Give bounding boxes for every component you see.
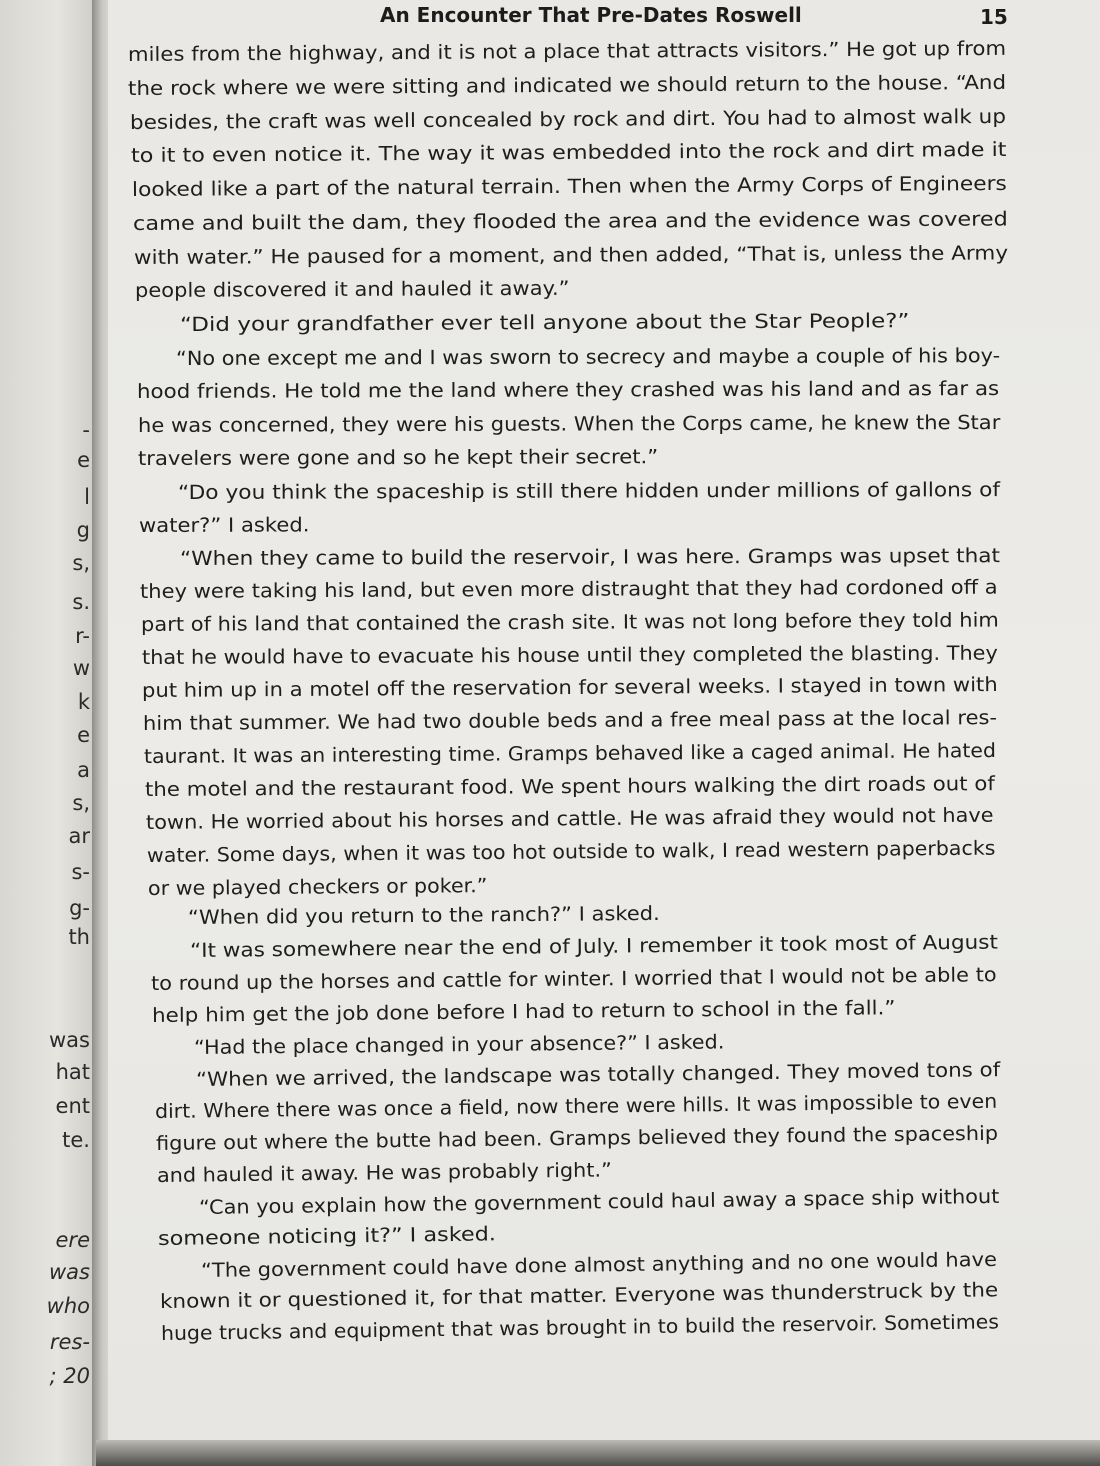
facing-page-text-fragment: was [49, 1028, 90, 1052]
facing-page-text-fragment: te. [62, 1128, 90, 1152]
page-number: 15 [980, 5, 1008, 29]
text-line: and hauled it away. He was probably right.” [156, 1158, 612, 1187]
text-line: “Had the place changed in your absence?” I asked. [193, 1030, 725, 1059]
text-line: dirt. Where there was once a field, now there were hills. It was impossible to even [154, 1089, 998, 1123]
text-line: travelers were gone and so he kept their secret.” [137, 445, 659, 470]
facing-page-text-fragment: ere [55, 1228, 90, 1252]
text-line: huge trucks and equipment that was brought in to build the reservoir. Sometimes [160, 1310, 1000, 1345]
page-bottom-edge [96, 1440, 1100, 1466]
facing-page-text-fragment: ar [68, 824, 90, 848]
text-line: “The government could have done almost anything and no one would have [200, 1247, 998, 1282]
facing-page-text-fragment: l [84, 485, 90, 509]
text-line: looked like a part of the natural terrain. Then when the Army Corps of Engineers [131, 171, 1007, 201]
text-line: besides, the craft was well concealed by rock and dirt. You had to almost walk up [129, 104, 1007, 134]
facing-page-text-fragment: g- [69, 896, 90, 920]
text-line: the rock where we were sitting and indicated we should return to the house. “And [127, 70, 1007, 100]
text-line: part of his land that contained the crash site. It was not long before they told him [140, 608, 999, 636]
running-head: An Encounter That Pre-Dates Roswell [380, 3, 802, 27]
facing-page-text-fragment: a [77, 758, 90, 782]
facing-page-text-fragment: res- [49, 1330, 90, 1354]
facing-page-text-fragment: ent [55, 1094, 90, 1118]
text-line: he was concerned, they were his guests. When the Corps came, he knew the Star [137, 410, 1001, 437]
facing-page-text-fragment: was [49, 1260, 90, 1284]
facing-page-text-fragment: - [82, 418, 90, 442]
text-line: figure out where the butte had been. Gramps believed they found the spaceship [155, 1121, 999, 1155]
text-line: “When did you return to the ranch?” I asked. [187, 901, 660, 929]
text-line: to round up the horses and cattle for winter. I worried that I would not be able to [150, 963, 997, 995]
facing-page [0, 0, 96, 1466]
text-line: people discovered it and hauled it away.” [134, 276, 570, 302]
facing-page-text-fragment: s. [72, 590, 90, 614]
facing-page-text-fragment: w [72, 656, 90, 680]
text-line: “When we arrived, the landscape was totally changed. They moved tons of [195, 1058, 1001, 1091]
facing-page-text-fragment: s- [71, 860, 90, 884]
text-line: water. Some days, when it was too hot outside to walk, I read western paperbacks [146, 836, 996, 867]
text-line: hood friends. He told me the land where they crashed was his land and as far as [136, 376, 1000, 403]
text-line: came and built the dam, they flooded the area and the evidence was covered [132, 207, 1008, 235]
facing-page-text-fragment: th [68, 925, 90, 949]
text-line: miles from the highway, and it is not a place that attracts visitors.” He got up from [127, 36, 1007, 66]
text-line: taurant. It was an interesting time. Gramps behaved like a caged animal. He hated [143, 739, 997, 768]
text-line: “It was somewhere near the end of July. I remember it took most of August [189, 930, 999, 962]
facing-page-text-fragment: k [77, 690, 90, 714]
text-line: known it or questioned it, for that matter. Everyone was thunderstruck by the [159, 1278, 999, 1313]
facing-page-text-fragment: who [46, 1294, 90, 1318]
book-page [108, 0, 1100, 1446]
text-line: to it to even notice it. The way it was embedded into the rock and dirt made it [130, 137, 1007, 167]
text-line: someone noticing it?” I asked. [157, 1222, 497, 1250]
text-line: they were taking his land, but even more distraught that they had cordoned off a [139, 575, 998, 603]
facing-page-text-fragment: r- [75, 624, 90, 648]
facing-page-text-fragment: s, [72, 791, 90, 815]
facing-page-text-fragment: hat [55, 1060, 90, 1084]
text-line: “Did your grandfather ever tell anyone about the Star People?” [179, 309, 910, 336]
text-line: “Can you explain how the government could haul away a space ship without [198, 1184, 1000, 1219]
text-line: town. He worried about his horses and cattle. He was afraid they would not have [145, 803, 994, 834]
text-line: him that summer. We had two double beds and a free meal pass at the local res- [142, 706, 998, 735]
text-line: that he would have to evacuate his house until they completed the blasting. They [141, 641, 998, 669]
facing-page-text-fragment: g [76, 518, 90, 542]
text-line: put him up in a motel off the reservation for several weeks. I stayed in town with [141, 673, 998, 702]
text-line: “No one except me and I was sworn to secrecy and maybe a couple of his boy- [175, 344, 1001, 370]
facing-page-text-fragment: s, [72, 551, 90, 575]
text-line: water?” I asked. [138, 513, 310, 537]
text-line: help him get the job done before I had to return to school in the fall.” [151, 996, 896, 1027]
text-line: or we played checkers or poker.” [147, 874, 488, 900]
text-line: the motel and the restaurant food. We spent hours walking the dirt roads out of [144, 772, 995, 801]
facing-page-text-fragment: e [77, 723, 90, 747]
facing-page-text-fragment: ; 20 [49, 1364, 90, 1388]
text-line: with water.” He paused for a moment, and then added, “That is, unless the Army [133, 241, 1009, 269]
text-line: “When they came to build the reservoir, I was here. Gramps was upset that [179, 544, 1001, 570]
text-line: “Do you think the spaceship is still there hidden under millions of gallons of [177, 478, 1001, 504]
facing-page-text-fragment: e [77, 448, 90, 472]
